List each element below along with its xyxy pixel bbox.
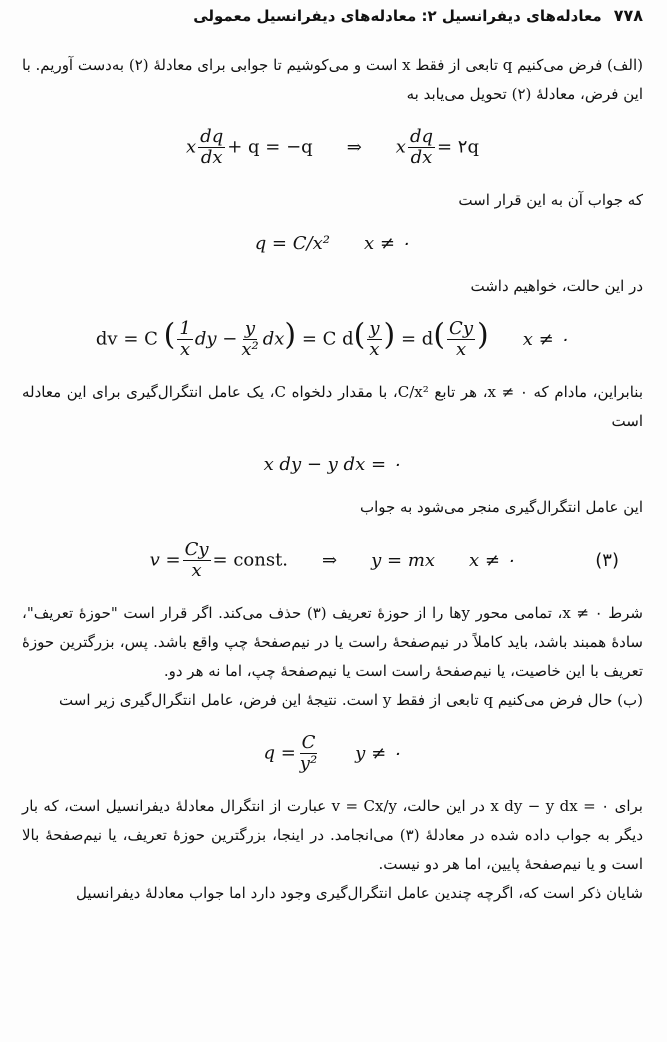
frac-y-x: [367, 319, 381, 360]
implies-arrow-1: ⇒: [346, 137, 362, 158]
equation-q-solution: [22, 233, 643, 254]
frac-num: y: [369, 318, 380, 339]
frac-den: x: [455, 339, 467, 360]
implies-arrow-2: ⇒: [322, 550, 338, 571]
frac-num: 1: [179, 318, 191, 339]
equation-q-y: [22, 733, 643, 774]
eq-plus-q: + q = −q: [227, 136, 313, 158]
eq-dv-mid: = C d: [301, 328, 354, 350]
frac-den: x: [369, 339, 380, 360]
eq-q-c-x2: q = C/x²: [254, 233, 330, 254]
eq-const: = const.: [212, 549, 289, 571]
paragraph-part-a: (الف) فرض می‌کنیم q تابعی از فقط x است و می‌کوشیم تا جوابی برای معادلهٔ (۲) به‌دست آوریم. با این فرض، معادلهٔ (۲) تحویل می‌یابد به: [22, 56, 643, 103]
frac-1-x: [177, 319, 192, 360]
eq-dy-minus: dy −: [194, 328, 238, 350]
eq-v: v =: [149, 549, 181, 571]
paren-close: ): [383, 317, 396, 353]
eq-dv-rhs: = d: [401, 328, 434, 350]
equation-dv: [22, 319, 643, 360]
eq-q: q =: [263, 742, 296, 764]
frac-num: Cy: [184, 539, 209, 560]
paragraph-part-b: (ب) حال فرض می‌کنیم q تابعی از فقط y است. نتیجهٔ این فرض، عامل انتگرال‌گیری زیر است: [59, 691, 643, 709]
eq-cond-y: y ≠ ۰: [355, 743, 402, 764]
paren-open: (: [163, 317, 176, 353]
frac-den: y²: [299, 753, 318, 774]
eq-ymx: y = mx: [371, 550, 436, 571]
frac-c-y2: [298, 733, 319, 774]
equation-reduced-ode: [22, 127, 643, 168]
paragraph-closing: شایان ذکر است که، اگرچه چندین عامل انتگرال‌گیری وجود دارد اما جواب معادلهٔ دیفرانسیل: [76, 884, 643, 902]
paragraph-solution-intro: که جواب آن به این قرار است: [458, 191, 643, 209]
paragraph-leads-to: این عامل انتگرال‌گیری منجر می‌شود به جواب: [359, 498, 643, 516]
frac-num: dq: [200, 126, 224, 147]
paragraph-integrating-factor: بنابراین، مادام که x ≠ ۰، هر تابع C/x²، با مقدار دلخواه C، یک عامل انتگرال‌گیری برای این معادله است: [22, 383, 644, 430]
frac-den: x²: [241, 339, 259, 360]
frac-num: C: [301, 732, 316, 753]
eq-cond-x-3: x ≠ ۰: [469, 550, 516, 571]
frac-dq-dx-a: [198, 127, 225, 168]
frac-num: dq: [409, 126, 433, 147]
paren-close: ): [477, 317, 489, 353]
frac-den: dx: [200, 147, 223, 168]
paragraph-domain: شرط x ≠ ۰، تمامی محور yها را از حوزهٔ تعریف (۳) حذف می‌کند. اگر قرار است "حوزهٔ تعریف"، سادهٔ همبند باشد، باید کاملاً در نیم‌صفحهٔ راست یا در نیم‌صفحهٔ چپ واقع باشد. پس، بزرگترین حوزهٔ تعریف با این خاصیت، یا نیم‌صفحهٔ راست است یا نیم‌صفحهٔ چپ، اما نه هر دو.: [22, 604, 643, 680]
eq-cond-x-1: x ≠ ۰: [363, 233, 411, 254]
eq-exact-text: x dy − y dx = ۰: [263, 454, 402, 475]
frac-cy-x-2: [183, 540, 211, 581]
running-header: [22, 6, 643, 25]
eq-x-a: x: [186, 136, 197, 158]
frac-den: x: [180, 339, 191, 360]
running-title: معادله‌های دیفرانسیل ۲: معادله‌های دیفرانسیل معمولی: [193, 7, 602, 25]
eq-cond-x-2: x ≠ ۰: [522, 329, 570, 350]
paren-close: ): [284, 317, 297, 353]
eq-dv-lhs: dv = C: [95, 328, 158, 350]
equation-exact: [22, 454, 643, 475]
equation-3: [22, 540, 643, 581]
paren-open: (: [433, 317, 446, 353]
frac-den: x: [191, 560, 202, 581]
frac-y-x2: [239, 319, 260, 360]
frac-cy-x: [447, 319, 475, 360]
paragraph-part-b-result: برای x dy − y dx = ۰ در این حالت، v = Cx/y عبارت از انتگرال معادلهٔ دیفرانسیل است، که بار دیگر به جواب داده شده در معادلهٔ (۳) می‌انجامد. در اینجا، بزرگترین حوزهٔ تعریف، یا نیم‌صفحهٔ بالا است و یا نیم‌صفحهٔ پایین، اما هر دو نیست.: [22, 797, 643, 873]
frac-num: Cy: [449, 318, 473, 339]
eq-dx: dx: [262, 328, 285, 350]
page-number: ۷۷۸: [613, 6, 643, 25]
paren-open: (: [353, 317, 366, 353]
frac-den: dx: [410, 147, 433, 168]
paragraph-in-this-case: در این حالت، خواهیم داشت: [470, 277, 643, 295]
eq-2q: = ۲q: [436, 136, 479, 158]
frac-dq-dx-b: [408, 127, 435, 168]
frac-num: y: [244, 318, 256, 339]
eq-x-b: x: [395, 136, 406, 158]
equation-number: (۳): [595, 550, 619, 571]
